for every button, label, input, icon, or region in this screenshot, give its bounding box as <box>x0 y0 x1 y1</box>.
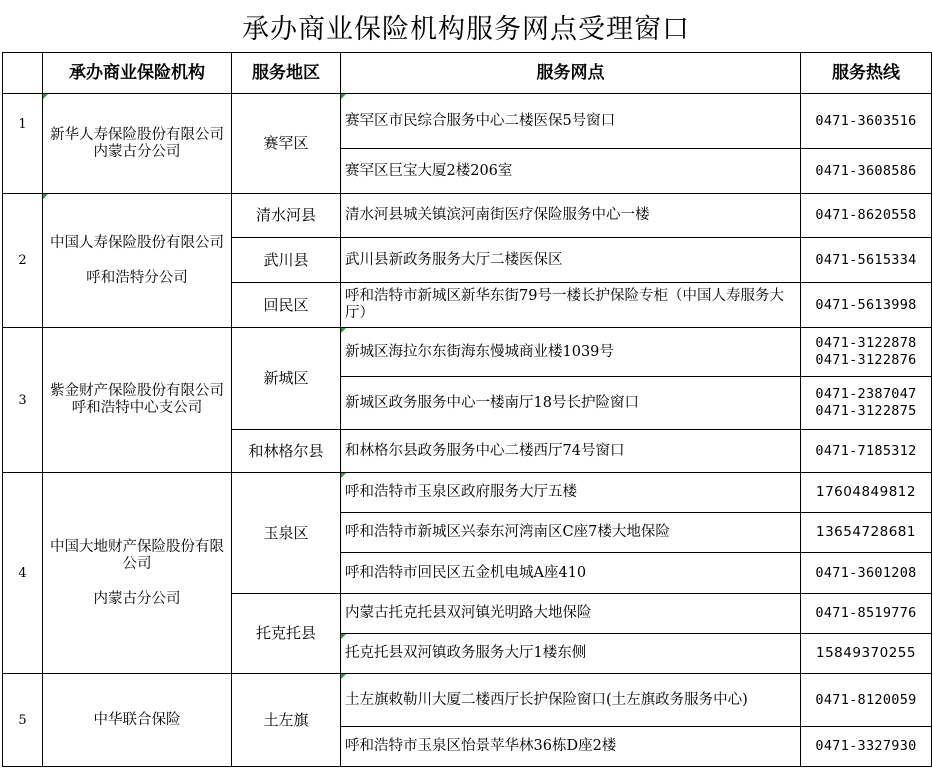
phone-cell: 0471-3603516 <box>801 94 932 149</box>
phone-cell: 13654728681 <box>801 513 932 553</box>
row-number: 2 <box>3 194 43 328</box>
site-cell: 呼和浩特市回民区五金机电城A座410 <box>341 553 801 594</box>
phone-cell: 0471-5615334 <box>801 238 932 283</box>
row-number: 1 <box>3 94 43 194</box>
header-row <box>3 53 932 94</box>
site-cell: 托克托县双河镇政务服务大厅1楼东侧 <box>341 634 801 674</box>
org-name-line: 新华人寿保险股份有限公司内蒙古分公司 <box>50 126 224 160</box>
org-name-line: 中国人寿保险股份有限公司 <box>50 234 224 251</box>
area-name: 清水河县 <box>232 194 341 238</box>
phone-cell: 17604849812 <box>801 473 932 513</box>
phone-cell: 0471-5613998 <box>801 283 932 328</box>
site-cell: 呼和浩特市玉泉区怡景苹华林36栋D座2楼 <box>341 727 801 767</box>
table-row <box>3 674 932 727</box>
org-name <box>43 94 232 194</box>
area-name: 新城区 <box>232 328 341 430</box>
site-cell: 赛罕区巨宝大厦2楼206室 <box>341 149 801 194</box>
area-name: 玉泉区 <box>232 473 341 594</box>
phone-line: 0471-3122876 <box>815 352 917 368</box>
header-phone: 服务热线 <box>801 53 932 94</box>
header-area: 服务地区 <box>232 53 341 94</box>
service-table <box>2 52 932 767</box>
table-row <box>3 473 932 513</box>
phone-cell: 0471-8120059 <box>801 674 932 727</box>
site-cell: 清水河县城关镇滨河南街医疗保险服务中心一楼 <box>341 194 801 238</box>
org-name <box>43 674 232 767</box>
site-cell: 土左旗敕勒川大厦二楼西厅长护保险窗口(土左旗政务服务中心) <box>341 674 801 727</box>
table-row <box>3 328 932 377</box>
org-name-line: 呼和浩特分公司 <box>86 269 188 286</box>
area-name: 和林格尔县 <box>232 430 341 473</box>
site-cell: 新城区海拉尔东街海东慢城商业楼1039号 <box>341 328 801 377</box>
row-number: 4 <box>3 473 43 674</box>
phone-cell: 15849370255 <box>801 634 932 674</box>
phone-cell: 0471-7185312 <box>801 430 932 473</box>
site-cell: 内蒙古托克托县双河镇光明路大地保险 <box>341 594 801 634</box>
area-name: 赛罕区 <box>232 94 341 194</box>
phone-cell <box>801 377 932 430</box>
site-cell: 呼和浩特市玉泉区政府服务大厅五楼 <box>341 473 801 513</box>
phone-cell: 0471-8620558 <box>801 194 932 238</box>
phone-line: 0471-3122875 <box>815 403 917 419</box>
row-number: 5 <box>3 674 43 767</box>
phone-cell: 0471-3601208 <box>801 553 932 594</box>
header-num <box>3 53 43 94</box>
phone-cell <box>801 328 932 377</box>
area-name: 托克托县 <box>232 594 341 674</box>
site-cell: 新城区政务服务中心一楼南厅18号长护险窗口 <box>341 377 801 430</box>
site-cell: 呼和浩特市新城区兴泰东河湾南区C座7楼大地保险 <box>341 513 801 553</box>
area-name: 武川县 <box>232 238 341 283</box>
site-cell: 武川县新政务服务大厅二楼医保区 <box>341 238 801 283</box>
org-name-line: 中国大地财产保险股份有限公司 <box>50 538 224 572</box>
row-number: 3 <box>3 328 43 473</box>
phone-cell: 0471-3608586 <box>801 149 932 194</box>
org-name <box>43 328 232 473</box>
header-org: 承办商业保险机构 <box>43 53 232 94</box>
site-cell: 和林格尔县政务服务中心二楼西厅74号窗口 <box>341 430 801 473</box>
area-name: 回民区 <box>232 283 341 328</box>
phone-line: 0471-2387047 <box>815 386 917 402</box>
org-name-line: 中华联合保险 <box>93 711 181 728</box>
site-cell: 呼和浩特市新城区新华东街79号一楼长护保险专柜（中国人寿服务大厅） <box>341 283 801 328</box>
table-row <box>3 194 932 238</box>
site-cell: 赛罕区市民综合服务中心二楼医保5号窗口 <box>341 94 801 149</box>
phone-line: 0471-3122878 <box>815 335 917 351</box>
page-title: 承办商业保险机构服务网点受理窗口 <box>242 13 690 45</box>
area-name: 土左旗 <box>232 674 341 767</box>
phone-cell: 0471-3327930 <box>801 727 932 767</box>
table-row <box>3 94 932 149</box>
org-name <box>43 194 232 328</box>
phone-cell: 0471-8519776 <box>801 594 932 634</box>
org-name <box>43 473 232 674</box>
org-name-line: 内蒙古分公司 <box>93 590 181 607</box>
header-site: 服务网点 <box>341 53 801 94</box>
org-name-line: 紫金财产保险股份有限公司呼和浩特中心支公司 <box>50 383 224 416</box>
